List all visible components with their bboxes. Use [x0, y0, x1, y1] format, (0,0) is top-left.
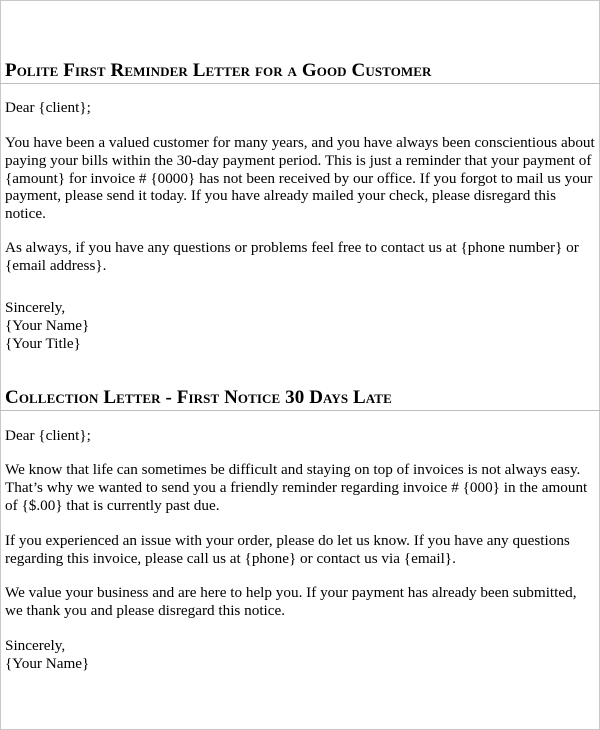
letter2-paragraph-1: [5, 461, 599, 514]
letter2-p2-line: regarding this invoice, please call us at {phone} or contact us via {email}.: [5, 549, 456, 567]
letter1-paragraph-2: [5, 239, 599, 275]
letter2-heading: Collection Letter - First Notice 30 Days Late: [5, 387, 392, 408]
letter2-p3-line: We value your business and are here to help you. If your payment has already been submitted,: [5, 584, 577, 601]
letter2-p1-line: of {$.00} that is currently past due.: [5, 496, 220, 514]
letter2-salutation: Dear {client};: [5, 427, 91, 444]
letter2-paragraph-3: [5, 584, 599, 620]
letter1-salutation: Dear {client};: [5, 99, 91, 116]
letter2-signature-block: [5, 637, 599, 673]
letter1-p1-line: You have been a valued customer for many years, and you have always been conscientious about: [5, 134, 595, 151]
letter2-closing: Sincerely,: [5, 637, 66, 654]
letter1-p1-line: {amount} for invoice # {0000} has not been received by our office. If you forgot to mail us your: [5, 169, 593, 187]
letter2-p3-line: we thank you and please disregard this notice.: [5, 601, 286, 619]
letter1-p2-line: {email address}.: [5, 256, 107, 274]
letter1-name: {Your Name}: [5, 316, 90, 334]
letter1-p1-line: paying your bills within the 30-day payment period. This is just a reminder that your payment of: [5, 151, 592, 169]
letter1-p1-line: payment, please send it today. If you have already mailed your check, please disregard this: [5, 187, 557, 205]
letter2-name: {Your Name}: [5, 654, 90, 672]
letter1-heading-rule: [0, 83, 600, 84]
letter1-paragraph-1: [5, 134, 599, 223]
letter1-title: {Your Title}: [5, 334, 81, 352]
letter2-paragraph-2: [5, 532, 599, 568]
letter1-signature-block: [5, 299, 599, 352]
letter1-heading: Polite First Reminder Letter for a Good Customer: [5, 60, 432, 81]
letter1-p1-line: notice.: [5, 205, 46, 223]
letter2-p1-line: That’s why we wanted to send you a friendly reminder regarding invoice # {000} in the amount: [5, 478, 588, 496]
letter2-p1-line: We know that life can sometimes be difficult and staying on top of invoices is not always easy.: [5, 461, 581, 478]
letter1-closing: Sincerely,: [5, 299, 66, 316]
letter2-heading-rule: [0, 410, 600, 411]
letter1-p2-line: As always, if you have any questions or problems feel free to contact us at {phone number} or: [5, 239, 579, 256]
letter2-p2-line: If you experienced an issue with your order, please do let us know. If you have any questions: [5, 532, 570, 549]
